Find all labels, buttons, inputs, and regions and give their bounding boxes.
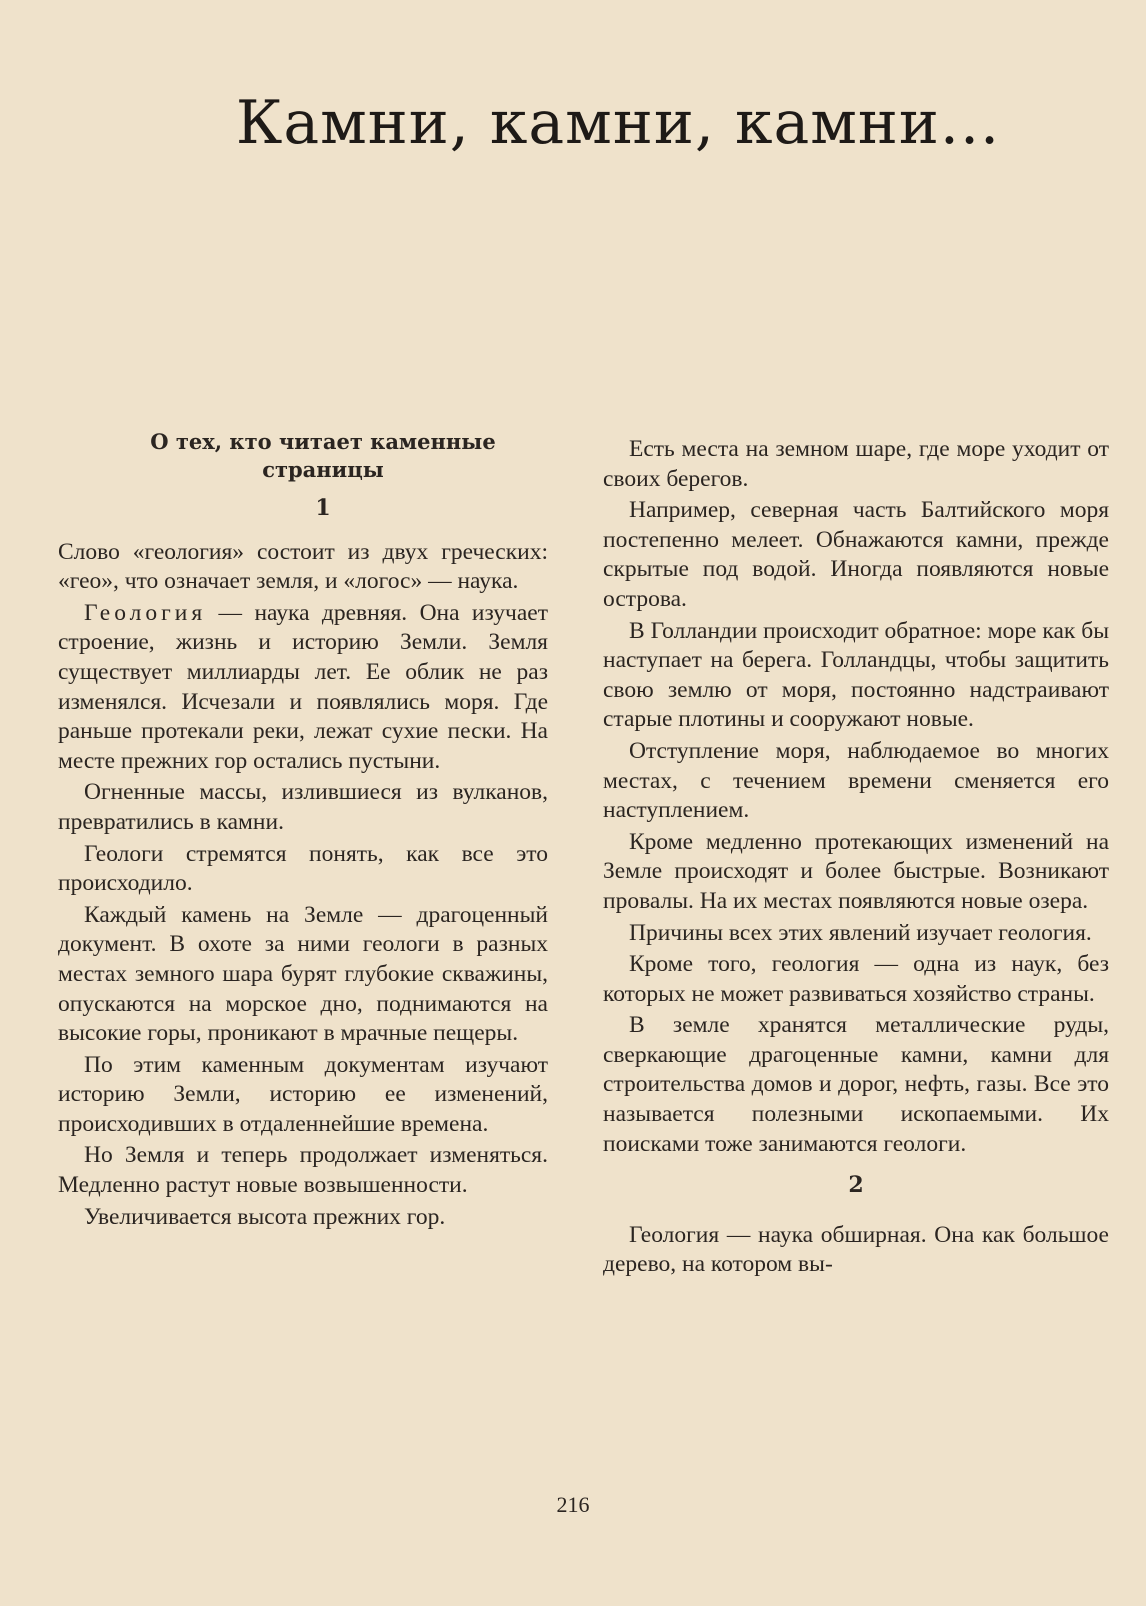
- paragraph: [58, 599, 548, 777]
- paragraph: Каждый камень на Земле — драгоценный документ. В охоте за ними геологи в разных местах земного шара бурят глубокие скважины, опускаются на морское дно, поднимаются на высокие горы, проникают в мрачные пещеры.: [58, 901, 548, 1047]
- page-number: 216: [556, 1492, 590, 1517]
- right-column: [603, 435, 1109, 1282]
- paragraph: По этим каменным документам изучают историю Земли, историю ее изменений, происходивших в отдаленнейшие времена.: [58, 1051, 548, 1137]
- paragraph: Например, северная часть Балтийского моря постепенно мелеет. Обнажаются камни, прежде скрытые под водой. Иногда появляются новые острова.: [603, 497, 1109, 612]
- paragraph: Огненные массы, излившиеся из вулканов, превратились в камни.: [58, 779, 548, 835]
- section-heading: О тех, кто читает каменные страницы: [150, 429, 496, 482]
- section-number-2: 2: [848, 1172, 864, 1199]
- paragraph: Но Земля и теперь продолжает изменяться. Медленно растут новые возвышенности.: [58, 1142, 548, 1199]
- paragraph: Причины всех этих явлений изучает геология.: [629, 919, 1092, 946]
- paragraph: В земле хранятся металлические руды, сверкающие драгоценные камни, камни для строительства домов и дорог, нефть, газы. Все это называется полезными ископаемыми. Их поисками тоже занимаются геологи.: [603, 1012, 1109, 1157]
- left-column: [58, 428, 548, 1234]
- paragraph: Отступление моря, наблюдаемое во многих местах, с течением времени сменяется его наступлением.: [603, 737, 1109, 824]
- paragraph: Есть места на земном шаре, где море уходит от своих берегов.: [603, 436, 1109, 492]
- paragraph: Кроме медленно протекающих изменений на Земле происходят и более быстрые. Возникают провалы. На их местах появляются новые озера.: [603, 828, 1109, 914]
- section-number-1: 1: [315, 495, 331, 521]
- emphasized-term: Геология: [84, 599, 207, 626]
- paragraph: В Голландии происходит обратное: море как бы наступает на берега. Голландцы, чтобы защитить свою землю от моря, постоянно надстраивают старые плотины и сооружают новые.: [603, 617, 1109, 733]
- paragraph: Увеличивается высота прежних гор.: [84, 1203, 446, 1230]
- paragraph: Геологи стремятся понять, как все это происходило.: [58, 840, 548, 897]
- page-title: Камни, камни, камни...: [235, 88, 1001, 159]
- paragraph-text: — наука древняя. Она изучает строение, жизнь и историю Земли. Земля существует миллиарды лет. Ее облик не раз изменялся. Исчезали и появлялись моря. Где раньше протекали реки, лежат сухие пески. На месте прежних гор остались пустыни.: [58, 599, 548, 774]
- paragraph: Кроме того, геология — одна из наук, без которых не может развиваться хозяйство страны.: [603, 951, 1109, 1007]
- paragraph: Геология — наука обширная. Она как большое дерево, на котором вы-: [603, 1221, 1109, 1278]
- paragraph: Слово «геология» состоит из двух греческих: «гео», что означает земля, и «логос» — наука.: [58, 538, 548, 595]
